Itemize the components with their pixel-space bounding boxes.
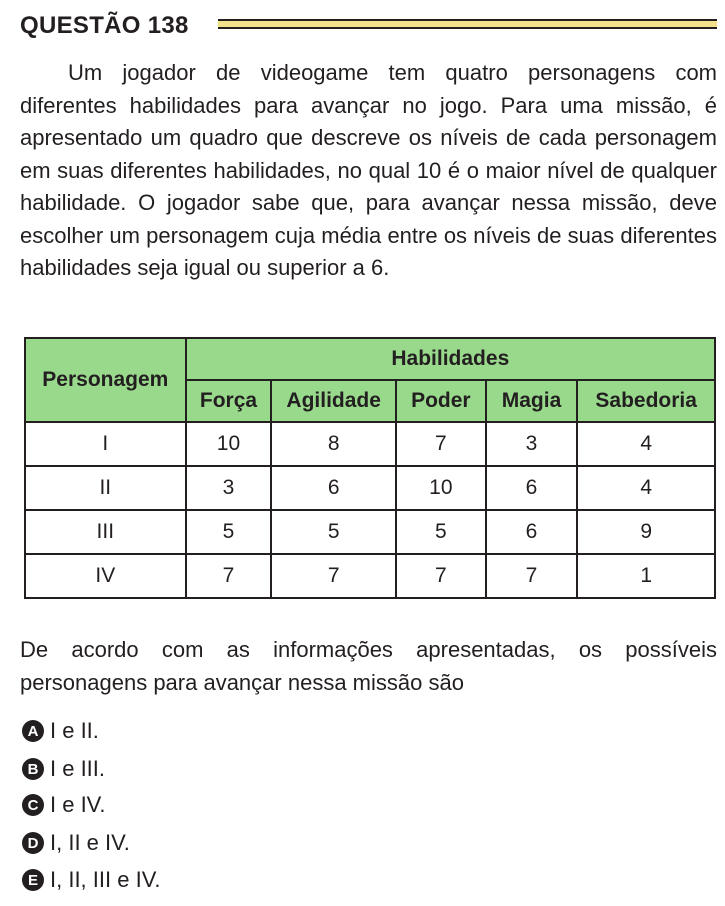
table-cell: 7	[486, 554, 578, 598]
table-cell: 7	[271, 554, 396, 598]
option-letter-e-icon: E	[22, 869, 44, 891]
table-cell: 8	[271, 422, 396, 466]
question-prompt: De acordo com as informações apresentadas, os possíveis personagens para avançar nessa missão são	[20, 637, 717, 695]
table-cell: 9	[577, 510, 715, 554]
table-cell: 7	[396, 554, 486, 598]
header-agilidade: Agilidade	[271, 380, 396, 422]
table-cell: 6	[486, 466, 578, 510]
character-name: IV	[25, 554, 186, 598]
table-cell: 4	[577, 422, 715, 466]
skills-table	[24, 337, 716, 599]
table-cell: 7	[396, 422, 486, 466]
option-text: I e II.	[50, 718, 99, 743]
header-magia: Magia	[486, 380, 578, 422]
table-cell: 3	[186, 466, 272, 510]
character-name: III	[25, 510, 186, 554]
option-letter-c-icon: C	[22, 794, 44, 816]
table-cell: 3	[486, 422, 578, 466]
header-sabedoria: Sabedoria	[577, 380, 715, 422]
option-e[interactable]	[22, 866, 160, 894]
option-b[interactable]	[22, 755, 105, 783]
table-row	[25, 466, 715, 510]
table-cell: 4	[577, 466, 715, 510]
question-header	[20, 8, 717, 44]
table-cell: 1	[577, 554, 715, 598]
character-name: I	[25, 422, 186, 466]
option-d[interactable]	[22, 829, 130, 857]
option-letter-d-icon: D	[22, 832, 44, 854]
option-text: I, II, III e IV.	[50, 867, 161, 892]
table-cell: 5	[186, 510, 272, 554]
table-cell: 6	[271, 466, 396, 510]
table-row	[25, 510, 715, 554]
option-c[interactable]	[22, 791, 105, 819]
option-text: I e III.	[50, 756, 106, 781]
table-cell: 6	[486, 510, 578, 554]
character-name: II	[25, 466, 186, 510]
option-text: I, II e IV.	[50, 830, 130, 855]
option-text: I e IV.	[50, 792, 106, 817]
table-cell: 5	[271, 510, 396, 554]
table-row	[25, 422, 715, 466]
table-cell: 5	[396, 510, 486, 554]
table-cell: 10	[396, 466, 486, 510]
header-personagem: Personagem	[25, 338, 186, 422]
option-letter-a-icon: A	[22, 720, 44, 742]
header-habilidades: Habilidades	[186, 338, 715, 380]
header-forca: Força	[186, 380, 272, 422]
table-cell: 10	[186, 422, 272, 466]
option-a[interactable]	[22, 717, 99, 745]
title-double-rule	[218, 19, 717, 29]
question-stem: Um jogador de videogame tem quatro personagens com diferentes habilidades para avançar no jogo. Para uma missão, é apresentado um quadro que descreve os níveis de cada personagem em suas diferentes habilidades, no qual 10 é o maior nível de qualquer habilidade. O jogador sabe que, para avançar nessa missão, deve escolher um personagem cuja média entre os níveis de suas diferentes habilidades seja igual ou superior a 6.	[20, 60, 717, 280]
option-letter-b-icon: B	[22, 758, 44, 780]
question-title: QUESTÃO 138	[20, 12, 189, 39]
table-cell: 7	[186, 554, 272, 598]
table-row	[25, 554, 715, 598]
header-poder: Poder	[396, 380, 486, 422]
